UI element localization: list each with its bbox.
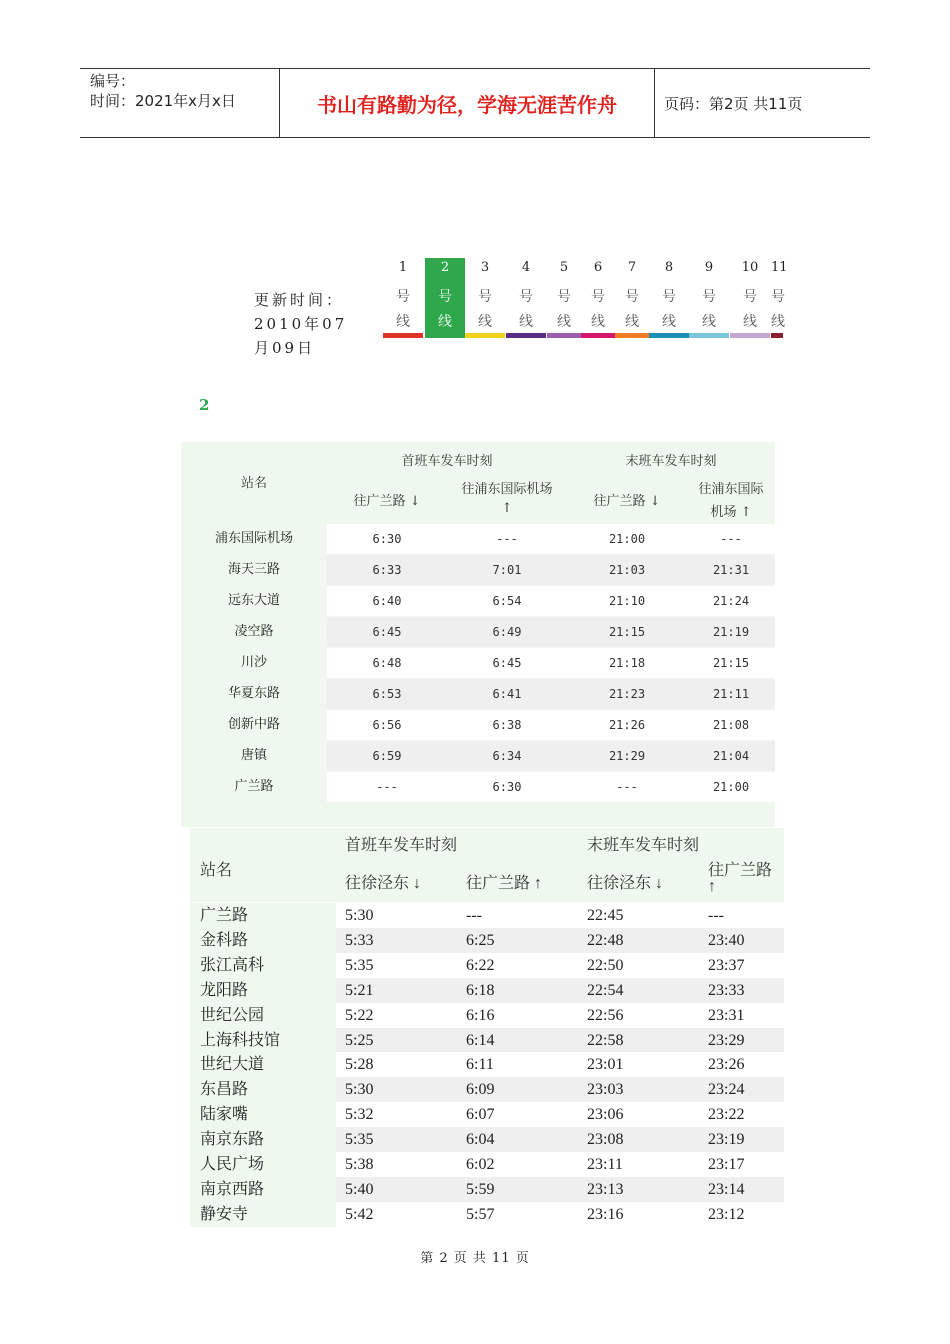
time-cell: 6:40: [372, 594, 402, 608]
time-cell: 6:16: [466, 1006, 495, 1024]
line-tab-2[interactable]: [425, 258, 465, 338]
table-row: [190, 953, 784, 978]
line-tab-10[interactable]: [730, 258, 770, 338]
time-cell: 21:26: [608, 718, 646, 732]
station-name: 金科路: [190, 928, 336, 953]
line-char-1: 号: [519, 289, 533, 305]
time-cell: 23:29: [708, 1031, 745, 1049]
line-char-2: 线: [478, 314, 492, 330]
table-row: [190, 903, 784, 928]
time-cell: 23:37: [708, 956, 745, 974]
table-row: [181, 555, 775, 585]
time-cell: 5:28: [345, 1056, 374, 1074]
station-name: 上海科技馆: [190, 1028, 336, 1053]
station-name: 东昌路: [190, 1077, 336, 1102]
table-row: [181, 710, 775, 740]
time-cell: 23:22: [708, 1106, 745, 1124]
line-color-bar: [730, 333, 770, 338]
time-cell: 5:35: [345, 956, 374, 974]
time-cell: 6:45: [372, 625, 402, 639]
time-cell: 6:14: [466, 1031, 495, 1049]
line-number: 1: [398, 260, 408, 275]
time-cells: [327, 586, 775, 616]
station-name: 川沙: [181, 648, 327, 678]
table-row: [190, 1202, 784, 1227]
table-row: [190, 1052, 784, 1077]
time-cell: 5:32: [345, 1106, 374, 1124]
time-cell: 6:33: [372, 563, 402, 577]
station-name: 南京西路: [190, 1177, 336, 1202]
time-cell: 23:17: [708, 1156, 745, 1173]
time-cell: ---: [720, 532, 742, 546]
time-cell: 6:53: [372, 687, 402, 701]
time-cell: 5:30: [345, 907, 374, 924]
time-cell: 22:58: [587, 1031, 624, 1049]
time-cells: [327, 617, 775, 647]
time-cell: 21:15: [608, 625, 646, 639]
line-color-bar: [383, 333, 423, 338]
direction-header-2: 往浦东国际机场 ↑: [461, 482, 553, 516]
time-cell: 6:30: [492, 780, 522, 794]
header-meta: [80, 69, 280, 137]
timetable-airport-section: [181, 442, 775, 827]
line-number: 8: [664, 260, 674, 275]
time-cell: 22:54: [587, 981, 624, 999]
table-row: [190, 1152, 784, 1177]
station-name: 浦东国际机场: [181, 524, 327, 554]
table-row: [181, 741, 775, 771]
table-row: [190, 1127, 784, 1152]
time-cell: 5:30: [345, 1081, 374, 1099]
line-char-1: 号: [478, 289, 492, 305]
line-char-2: 线: [662, 314, 676, 330]
table-row: [181, 772, 775, 802]
station-name: 龙阳路: [190, 978, 336, 1003]
time-cell: 22:56: [587, 1006, 624, 1024]
direction-header-1: 往徐泾东 ↓: [345, 875, 422, 892]
section-label: 2: [199, 396, 210, 414]
line-number: 10: [741, 260, 759, 275]
time-cell: 21:00: [608, 532, 646, 546]
time-cell: ---: [616, 780, 638, 794]
line-char-1: 号: [702, 289, 716, 305]
update-time: 更新时间：2010年07月09日: [254, 291, 348, 357]
time-cell: 6:54: [492, 594, 522, 608]
line-tab-6[interactable]: [581, 258, 615, 338]
time-cells: [327, 679, 775, 709]
table-row: [190, 1077, 784, 1102]
time-cell: 23:19: [708, 1131, 745, 1149]
station-name: 海天三路: [181, 555, 327, 585]
time-cells: [327, 710, 775, 740]
line-char-2: 线: [438, 314, 452, 330]
line-color-bar: [771, 333, 783, 338]
time-cell: 6:02: [466, 1156, 495, 1173]
direction-header-3: 往徐泾东 ↓: [587, 875, 664, 892]
time-cell: 21:18: [608, 656, 646, 670]
time-cell: 6:07: [466, 1106, 495, 1124]
first-train-header: 首班车发车时刻: [401, 454, 493, 469]
direction-header-3: 往广兰路 ↓: [593, 494, 661, 509]
time-cell: 22:50: [587, 956, 624, 974]
time-cell: 6:30: [372, 532, 402, 546]
time-cell: 6:48: [372, 656, 402, 670]
time-cells: [327, 648, 775, 678]
line-char-1: 号: [557, 289, 571, 305]
line-color-bar: [506, 333, 546, 338]
time-cell: 5:25: [345, 1031, 374, 1049]
time-cell: 23:31: [708, 1006, 745, 1024]
time-cell: 5:59: [466, 1180, 495, 1198]
table-row: [181, 648, 775, 678]
station-name: 张江高科: [190, 953, 336, 978]
table-row: [190, 978, 784, 1003]
line-color-bar: [689, 333, 729, 338]
time-cell: 5:57: [466, 1205, 495, 1223]
time-cell: 7:01: [492, 563, 522, 577]
time-label: 时间：2021年x月x日: [90, 92, 236, 110]
time-cell: 22:48: [587, 931, 624, 949]
line-char-2: 线: [625, 314, 639, 330]
line-tab-7[interactable]: [615, 258, 649, 338]
station-name: 广兰路: [181, 772, 327, 802]
line-char-2: 线: [396, 314, 410, 330]
station-name: 世纪公园: [190, 1003, 336, 1028]
table-row: [190, 1102, 784, 1127]
time-cell: 6:22: [466, 956, 495, 974]
time-cell: 21:31: [712, 563, 750, 577]
line-char-2: 线: [519, 314, 533, 330]
time-cell: 21:03: [608, 563, 646, 577]
time-cell: 23:33: [708, 981, 745, 999]
line-tab-9[interactable]: [689, 258, 729, 338]
time-cell: 6:18: [466, 981, 495, 999]
table-row: [190, 1028, 784, 1053]
time-cell: 23:40: [708, 931, 745, 949]
time-cell: 23:24: [708, 1081, 745, 1099]
time-cell: 23:06: [587, 1106, 624, 1124]
header-page-label: 页码：第2页 共11页: [664, 94, 803, 113]
table-row: [190, 1003, 784, 1028]
line-color-bar: [465, 333, 505, 338]
station-name: 静安寺: [190, 1202, 336, 1227]
time-cells: [327, 524, 775, 554]
time-cell: 23:08: [587, 1131, 624, 1149]
direction-header-2: 往广兰路 ↑: [466, 875, 543, 892]
line-number: 9: [704, 260, 714, 275]
line-tab-4[interactable]: [506, 258, 546, 338]
table-row: [190, 1177, 784, 1202]
time-cell: 21:08: [712, 718, 750, 732]
table-row: [181, 524, 775, 554]
page-footer: 第 2 页 共 11 页: [420, 1251, 530, 1266]
first-train-header: 首班车发车时刻: [345, 837, 458, 854]
direction-header-1: 往广兰路 ↓: [353, 494, 421, 509]
station-name: 广兰路: [190, 903, 336, 928]
time-cells: [327, 772, 775, 802]
line-char-2: 线: [743, 314, 757, 330]
last-train-header: 末班车发车时刻: [625, 454, 717, 469]
time-cell: 6:11: [466, 1056, 494, 1074]
time-cells: [327, 555, 775, 585]
time-cell: ---: [376, 780, 398, 794]
time-cell: 23:12: [708, 1205, 745, 1223]
station-name: 凌空路: [181, 617, 327, 647]
table-row: [190, 928, 784, 953]
line-char-1: 号: [743, 289, 757, 305]
time-cell: 22:45: [587, 907, 624, 924]
line-char-1: 号: [438, 289, 452, 305]
time-cell: 21:23: [608, 687, 646, 701]
time-cell: 5:40: [345, 1180, 374, 1198]
line-color-bar: [425, 333, 465, 338]
time-cell: 6:59: [372, 749, 402, 763]
line-tab-8[interactable]: [649, 258, 689, 338]
station-header: 站名: [240, 476, 267, 491]
line-number: 2: [440, 260, 450, 275]
line-char-1: 号: [771, 289, 785, 305]
direction-header-4: 往广兰路 ↑: [708, 862, 773, 895]
time-cell: 23:16: [587, 1205, 624, 1223]
table-row: [181, 617, 775, 647]
time-cell: 5:33: [345, 931, 374, 949]
line-color-bar: [581, 333, 615, 338]
line-number: 3: [480, 260, 490, 275]
line-number: 7: [627, 260, 637, 275]
line-char-1: 号: [591, 289, 605, 305]
line-color-bar: [547, 333, 581, 338]
line-tab-3[interactable]: [465, 258, 505, 338]
station-name: 华夏东路: [181, 679, 327, 709]
time-cell: 21:24: [712, 594, 750, 608]
station-name: 人民广场: [190, 1152, 336, 1177]
last-train-header: 末班车发车时刻: [587, 837, 700, 854]
line-number: 11: [771, 260, 788, 275]
time-cell: 5:21: [345, 981, 374, 999]
time-cell: 6:09: [466, 1081, 495, 1099]
line-number: 5: [559, 260, 569, 275]
time-cell: 6:45: [492, 656, 522, 670]
time-cell: 23:26: [708, 1056, 745, 1074]
header-motto: 书山有路勤为径，学海无涯苦作舟: [280, 69, 655, 137]
station-name: 远东大道: [181, 586, 327, 616]
time-cell: 5:38: [345, 1156, 374, 1173]
line-color-bar: [615, 333, 649, 338]
time-cell: 6:38: [492, 718, 522, 732]
line-char-1: 号: [396, 289, 410, 305]
time-cell: 5:42: [345, 1205, 374, 1223]
code-label: 编号：: [90, 72, 136, 90]
line-tab-1[interactable]: [383, 258, 423, 338]
time-cell: 6:04: [466, 1131, 495, 1149]
line-char-1: 号: [625, 289, 639, 305]
line-number: 6: [593, 260, 603, 275]
line-char-2: 线: [557, 314, 571, 330]
table-row: [181, 586, 775, 616]
time-cell: 6:49: [492, 625, 522, 639]
time-cell: 21:11: [712, 687, 750, 701]
station-name: 世纪大道: [190, 1052, 336, 1077]
time-cells: [327, 741, 775, 771]
line-char-2: 线: [702, 314, 716, 330]
time-cell: 21:29: [608, 749, 646, 763]
station-header: 站名: [200, 862, 233, 879]
time-cell: 6:25: [466, 931, 495, 949]
station-name: 陆家嘴: [190, 1102, 336, 1127]
time-cell: ---: [496, 532, 518, 546]
line-tab-11[interactable]: [771, 258, 788, 338]
line-number: 4: [521, 260, 531, 275]
time-cell: 21:00: [712, 780, 750, 794]
time-cell: 6:34: [492, 749, 522, 763]
time-cell: 21:10: [608, 594, 646, 608]
time-cell: 23:14: [708, 1180, 745, 1198]
time-cell: ---: [466, 907, 482, 924]
time-cell: 5:22: [345, 1006, 374, 1024]
page-header: [80, 68, 870, 138]
line-tab-5[interactable]: [547, 258, 581, 338]
time-cell: 23:01: [587, 1056, 624, 1074]
table-row: [181, 679, 775, 709]
line-char-2: 线: [591, 314, 605, 330]
line-color-bar: [649, 333, 689, 338]
line-char-1: 号: [662, 289, 676, 305]
direction-header-4: 往浦东国际 机场 ↑: [698, 482, 764, 520]
time-cell: 23:03: [587, 1081, 624, 1099]
station-name: 唐镇: [181, 741, 327, 771]
station-name: 南京东路: [190, 1127, 336, 1152]
time-cell: 21:15: [712, 656, 750, 670]
time-cell: 6:56: [372, 718, 402, 732]
time-cell: 23:13: [587, 1180, 624, 1198]
time-cell: 23:11: [587, 1156, 623, 1173]
time-cell: 21:19: [712, 625, 750, 639]
time-cell: 5:35: [345, 1131, 374, 1149]
line-char-2: 线: [771, 314, 785, 330]
time-cell: ---: [708, 907, 724, 924]
time-cell: 6:41: [492, 687, 522, 701]
time-cell: 21:04: [712, 749, 750, 763]
station-name: 创新中路: [181, 710, 327, 740]
